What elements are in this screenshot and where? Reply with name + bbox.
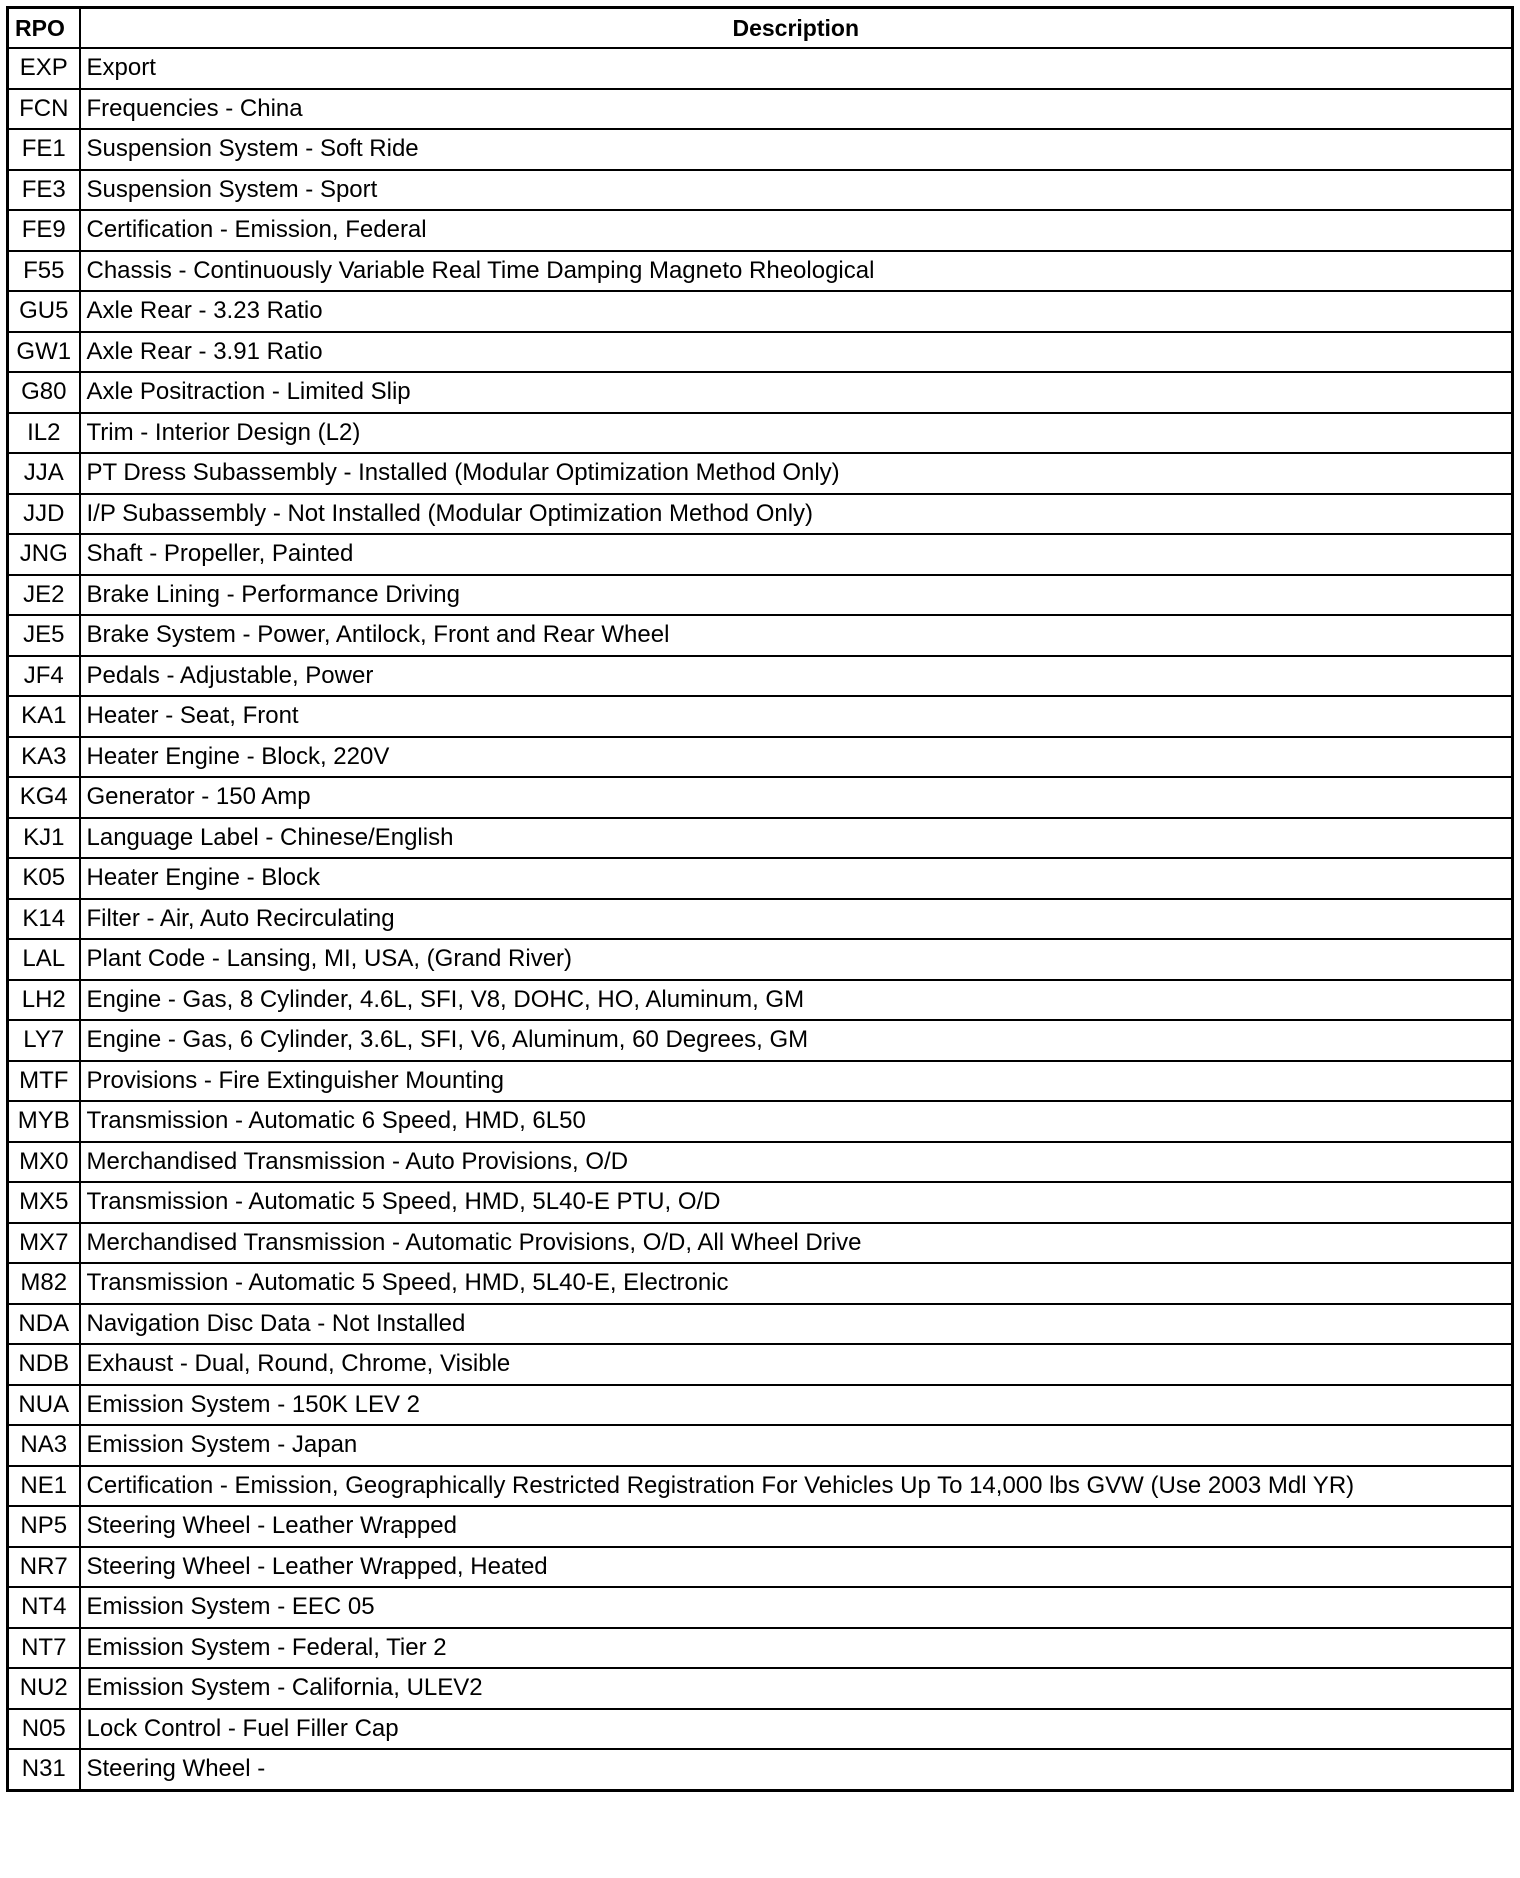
- description-cell: Emission System - Federal, Tier 2: [80, 1628, 1513, 1669]
- table-row: [8, 210, 1513, 251]
- table-row: [8, 291, 1513, 332]
- table-row: [8, 818, 1513, 859]
- description-cell: Generator - 150 Amp: [80, 777, 1513, 818]
- description-cell: Suspension System - Soft Ride: [80, 129, 1513, 170]
- table-row: [8, 737, 1513, 778]
- rpo-code-cell: MX0: [8, 1142, 80, 1183]
- rpo-code-cell: MX5: [8, 1182, 80, 1223]
- table-row: [8, 1223, 1513, 1264]
- rpo-code-cell: FE1: [8, 129, 80, 170]
- table-row: [8, 453, 1513, 494]
- table-row: [8, 129, 1513, 170]
- description-cell: Steering Wheel -: [80, 1749, 1513, 1790]
- rpo-code-cell: NE1: [8, 1466, 80, 1507]
- description-cell: Transmission - Automatic 5 Speed, HMD, 5L40-E PTU, O/D: [80, 1182, 1513, 1223]
- rpo-code-cell: F55: [8, 251, 80, 292]
- table-row: [8, 980, 1513, 1021]
- rpo-code-cell: LY7: [8, 1020, 80, 1061]
- description-cell: Heater Engine - Block: [80, 858, 1513, 899]
- rpo-code-cell: NUA: [8, 1385, 80, 1426]
- description-cell: Plant Code - Lansing, MI, USA, (Grand River): [80, 939, 1513, 980]
- column-header-description: Description: [80, 8, 1513, 49]
- description-cell: Certification - Emission, Geographically Restricted Registration For Vehicles Up To 14,000 lbs GVW (Use 2003 Mdl YR): [80, 1466, 1513, 1507]
- description-cell: Axle Rear - 3.23 Ratio: [80, 291, 1513, 332]
- description-cell: Chassis - Continuously Variable Real Time Damping Magneto Rheological: [80, 251, 1513, 292]
- description-cell: Emission System - 150K LEV 2: [80, 1385, 1513, 1426]
- table-row: [8, 1061, 1513, 1102]
- table-header: [8, 8, 1513, 49]
- description-cell: Engine - Gas, 6 Cylinder, 3.6L, SFI, V6, Aluminum, 60 Degrees, GM: [80, 1020, 1513, 1061]
- rpo-code-cell: FE3: [8, 170, 80, 211]
- rpo-code-cell: G80: [8, 372, 80, 413]
- rpo-code-cell: JJD: [8, 494, 80, 535]
- description-cell: Steering Wheel - Leather Wrapped, Heated: [80, 1547, 1513, 1588]
- description-cell: Suspension System - Sport: [80, 170, 1513, 211]
- description-cell: Heater Engine - Block, 220V: [80, 737, 1513, 778]
- description-cell: I/P Subassembly - Not Installed (Modular Optimization Method Only): [80, 494, 1513, 535]
- table-row: [8, 1749, 1513, 1790]
- description-cell: PT Dress Subassembly - Installed (Modular Optimization Method Only): [80, 453, 1513, 494]
- description-cell: Merchandised Transmission - Automatic Provisions, O/D, All Wheel Drive: [80, 1223, 1513, 1264]
- header-row: [8, 8, 1513, 49]
- rpo-code-cell: N31: [8, 1749, 80, 1790]
- description-cell: Frequencies - China: [80, 89, 1513, 130]
- rpo-code-cell: JE5: [8, 615, 80, 656]
- description-cell: Lock Control - Fuel Filler Cap: [80, 1709, 1513, 1750]
- table-body: [8, 48, 1513, 1790]
- description-cell: Axle Positraction - Limited Slip: [80, 372, 1513, 413]
- rpo-code-cell: KA1: [8, 696, 80, 737]
- rpo-code-cell: LH2: [8, 980, 80, 1021]
- description-cell: Filter - Air, Auto Recirculating: [80, 899, 1513, 940]
- rpo-code-cell: JJA: [8, 453, 80, 494]
- table-row: [8, 899, 1513, 940]
- table-row: [8, 494, 1513, 535]
- rpo-code-cell: JF4: [8, 656, 80, 697]
- table-row: [8, 1344, 1513, 1385]
- table-row: [8, 1709, 1513, 1750]
- rpo-code-cell: MX7: [8, 1223, 80, 1264]
- description-cell: Certification - Emission, Federal: [80, 210, 1513, 251]
- table-row: [8, 575, 1513, 616]
- description-cell: Language Label - Chinese/English: [80, 818, 1513, 859]
- table-row: [8, 1628, 1513, 1669]
- rpo-code-cell: NT7: [8, 1628, 80, 1669]
- rpo-table: [6, 6, 1514, 1792]
- rpo-code-cell: M82: [8, 1263, 80, 1304]
- rpo-code-cell: K05: [8, 858, 80, 899]
- table-row: [8, 372, 1513, 413]
- description-cell: Navigation Disc Data - Not Installed: [80, 1304, 1513, 1345]
- table-row: [8, 1263, 1513, 1304]
- description-cell: Engine - Gas, 8 Cylinder, 4.6L, SFI, V8, DOHC, HO, Aluminum, GM: [80, 980, 1513, 1021]
- rpo-code-cell: FCN: [8, 89, 80, 130]
- rpo-code-cell: EXP: [8, 48, 80, 89]
- description-cell: Merchandised Transmission - Auto Provisions, O/D: [80, 1142, 1513, 1183]
- description-cell: Shaft - Propeller, Painted: [80, 534, 1513, 575]
- description-cell: Steering Wheel - Leather Wrapped: [80, 1506, 1513, 1547]
- rpo-code-cell: N05: [8, 1709, 80, 1750]
- table-row: [8, 1182, 1513, 1223]
- rpo-code-cell: NP5: [8, 1506, 80, 1547]
- rpo-code-cell: K14: [8, 899, 80, 940]
- rpo-code-cell: NDA: [8, 1304, 80, 1345]
- rpo-code-cell: KG4: [8, 777, 80, 818]
- table-row: [8, 170, 1513, 211]
- rpo-code-cell: MYB: [8, 1101, 80, 1142]
- rpo-code-cell: GU5: [8, 291, 80, 332]
- table-row: [8, 656, 1513, 697]
- rpo-code-cell: NU2: [8, 1668, 80, 1709]
- table-row: [8, 1020, 1513, 1061]
- rpo-code-cell: MTF: [8, 1061, 80, 1102]
- rpo-code-cell: FE9: [8, 210, 80, 251]
- rpo-code-cell: NT4: [8, 1587, 80, 1628]
- description-cell: Emission System - Japan: [80, 1425, 1513, 1466]
- table-row: [8, 615, 1513, 656]
- table-row: [8, 696, 1513, 737]
- rpo-code-cell: LAL: [8, 939, 80, 980]
- rpo-code-cell: NDB: [8, 1344, 80, 1385]
- rpo-code-cell: GW1: [8, 332, 80, 373]
- description-cell: Export: [80, 48, 1513, 89]
- rpo-code-cell: KJ1: [8, 818, 80, 859]
- table-row: [8, 48, 1513, 89]
- table-row: [8, 89, 1513, 130]
- table-row: [8, 1101, 1513, 1142]
- table-row: [8, 1466, 1513, 1507]
- rpo-code-cell: JNG: [8, 534, 80, 575]
- table-row: [8, 858, 1513, 899]
- description-cell: Pedals - Adjustable, Power: [80, 656, 1513, 697]
- table-row: [8, 1385, 1513, 1426]
- table-row: [8, 777, 1513, 818]
- rpo-code-cell: KA3: [8, 737, 80, 778]
- description-cell: Brake System - Power, Antilock, Front and Rear Wheel: [80, 615, 1513, 656]
- description-cell: Axle Rear - 3.91 Ratio: [80, 332, 1513, 373]
- description-cell: Transmission - Automatic 5 Speed, HMD, 5L40-E, Electronic: [80, 1263, 1513, 1304]
- table-row: [8, 1547, 1513, 1588]
- table-row: [8, 1506, 1513, 1547]
- description-cell: Emission System - EEC 05: [80, 1587, 1513, 1628]
- table-row: [8, 1587, 1513, 1628]
- description-cell: Trim - Interior Design (L2): [80, 413, 1513, 454]
- description-cell: Exhaust - Dual, Round, Chrome, Visible: [80, 1344, 1513, 1385]
- rpo-code-cell: IL2: [8, 413, 80, 454]
- rpo-code-cell: NA3: [8, 1425, 80, 1466]
- description-cell: Brake Lining - Performance Driving: [80, 575, 1513, 616]
- table-row: [8, 1142, 1513, 1183]
- table-row: [8, 251, 1513, 292]
- document-page: [6, 6, 1514, 1792]
- column-header-rpo: RPO: [8, 8, 80, 49]
- table-row: [8, 939, 1513, 980]
- table-row: [8, 332, 1513, 373]
- description-cell: Emission System - California, ULEV2: [80, 1668, 1513, 1709]
- rpo-code-cell: JE2: [8, 575, 80, 616]
- description-cell: Transmission - Automatic 6 Speed, HMD, 6L50: [80, 1101, 1513, 1142]
- description-cell: Heater - Seat, Front: [80, 696, 1513, 737]
- table-row: [8, 534, 1513, 575]
- table-row: [8, 413, 1513, 454]
- description-cell: Provisions - Fire Extinguisher Mounting: [80, 1061, 1513, 1102]
- table-row: [8, 1668, 1513, 1709]
- table-row: [8, 1304, 1513, 1345]
- table-row: [8, 1425, 1513, 1466]
- rpo-code-cell: NR7: [8, 1547, 80, 1588]
